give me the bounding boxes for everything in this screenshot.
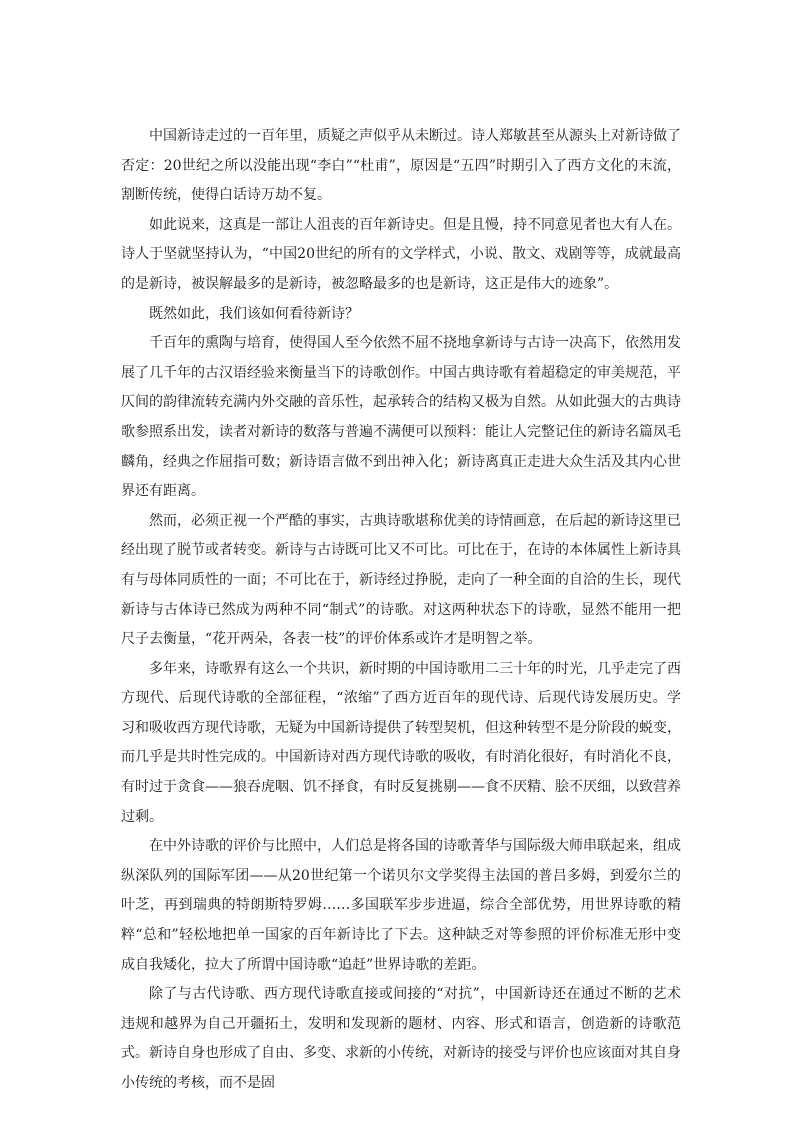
paragraph-5: 然而，必须正视一个严酷的事实，古典诗歌堪称优美的诗情画意，在后起的新诗这里已经出现了脱节或者转变。新诗与古诗既可比又不可比。可比在于，在诗的本体属性上新诗具有与母体同质性的一面；不可比在于，新诗经过挣脱，走向了一种全面的自洽的生长，现代新诗与古体诗已然成为两种不同“制式”的诗歌。对这两种状态下的诗歌，显然不能用一把尺子去衡量，“花开两朵，各表一枝”的评价体系或许才是明智之举。 [121, 512, 681, 648]
paragraph-3: 既然如此，我们该如何看待新诗？ [149, 305, 359, 322]
paragraph-2: 如此说来，这真是一部让人沮丧的百年新诗史。但是且慢，持不同意见者也大有人在。诗人于坚就坚持认为，“中国20世纪的所有的文学样式，小说、散文、戏剧等等，成就最高的是新诗，被误解最多的是新诗，被忽略最多的也是新诗，这正是伟大的迹象”。 [121, 216, 681, 292]
article-body [121, 122, 681, 1099]
paragraph-7: 在中外诗歌的评价与比照中，人们总是将各国的诗歌菁华与国际级大师串联起来，组成纵深队列的国际军团——从20世纪第一个诺贝尔文学奖得主法国的普吕多姆，到爱尔兰的叶芝，再到瑞典的特朗斯特罗姆……多国联军步步进逼，综合全部优势，用世界诗歌的精粹“总和”轻松地把单一国家的百年新诗比了下去。这种缺乏对等参照的评价标准无形中变成自我矮化，拉大了所谓中国诗歌“追赶”世界诗歌的差距。 [121, 838, 681, 973]
paragraph-4: 千百年的熏陶与培育，使得国人至今依然不屈不挠地拿新诗与古诗一决高下，依然用发展了几千年的古汉语经验来衡量当下的诗歌创作。中国古典诗歌有着超稳定的审美规范，平仄间的韵律流转充满内外交融的音乐性，起承转合的结构又极为自然。从如此强大的古典诗歌参照系出发，读者对新诗的数落与普遍不满便可以预料：能让人完整记住的新诗名篇凤毛麟角，经典之作屈指可数；新诗语言做不到出神入化；新诗离真正走进大众生活及其内心世界还有距离。 [121, 335, 681, 500]
paragraph-1: 中国新诗走过的一百年里，质疑之声似乎从未断过。诗人郑敏甚至从源头上对新诗做了否定：20世纪之所以没能出现“李白”“杜甫”，原因是“五四”时期引入了西方文化的末流，割断传统，使得白话诗万劫不复。 [121, 128, 681, 204]
paragraph-8: 除了与古代诗歌、西方现代诗歌直接或间接的“对抗”，中国新诗还在通过不断的艺术违规和越界为自己开疆拓土，发明和发现新的题材、内容、形式和语言，创造新的诗歌范式。新诗自身也形成了自由、多变、求新的小传统，对新诗的接受与评价也应该面对其自身小传统的考核，而不是固 [121, 986, 681, 1091]
paragraph-6: 多年来，诗歌界有这么一个共识，新时期的中国诗歌用二三十年的时光，几乎走完了西方现代、后现代诗歌的全部征程，“浓缩”了西方近百年的现代诗、后现代诗发展历史。学习和吸收西方现代诗歌，无疑为中国新诗提供了转型契机，但这种转型不是分阶段的蜕变，而几乎是共时性完成的。中国新诗对西方现代诗歌的吸收，有时消化很好，有时消化不良，有时过于贪食——狼吞虎咽、饥不择食，有时反复挑剔——食不厌精、脍不厌细，以致营养过剩。 [121, 660, 681, 825]
